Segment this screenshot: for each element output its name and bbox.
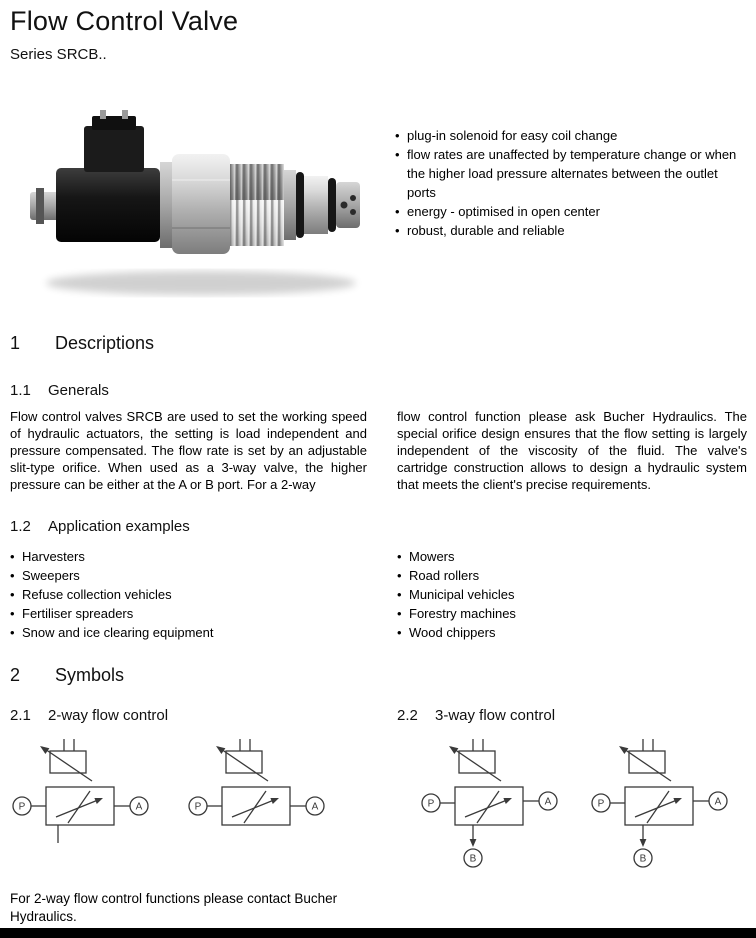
- port-label-a: A: [311, 801, 319, 813]
- connector-pin: [100, 110, 106, 119]
- cartridge-nose: [336, 182, 360, 228]
- hydraulic-symbol-3way-1: [415, 737, 565, 875]
- header: [10, 6, 238, 63]
- hydraulic-symbol-2way-2: [182, 737, 332, 859]
- subsection-number: 2.2: [397, 707, 418, 724]
- subsection-number: 2.1: [10, 707, 31, 724]
- o-ring: [328, 178, 336, 232]
- applications-list-col2: [397, 547, 747, 642]
- feature-list: [395, 126, 747, 240]
- application-item: • Refuse collection vehicles: [10, 585, 370, 604]
- section-title: Descriptions: [55, 333, 155, 353]
- hydraulic-symbol-3way-2: [585, 737, 735, 875]
- subsection-2way-heading: [10, 707, 168, 724]
- coil-connector: [84, 126, 144, 172]
- port-label-b: B: [639, 853, 647, 865]
- thread-section: [230, 164, 284, 246]
- section-descriptions-heading: [10, 333, 154, 354]
- section-number: 1: [10, 333, 21, 353]
- port-label-p: P: [427, 798, 435, 810]
- section-number: 2: [10, 665, 21, 685]
- connector-pin: [122, 110, 128, 119]
- manual-override-nut: [30, 192, 60, 220]
- feature-item: • plug-in solenoid for easy coil change: [395, 126, 747, 145]
- application-item: • Forestry machines: [397, 604, 747, 623]
- subsection-3way-heading: [397, 707, 555, 724]
- subsection-title: Application examples: [48, 518, 190, 535]
- page-title: Flow Control Valve: [10, 6, 239, 36]
- section-title: Symbols: [55, 665, 125, 685]
- page-subtitle: Series SRCB..: [10, 46, 107, 63]
- subsection-generals-heading: [10, 382, 109, 399]
- section-symbols-heading: [10, 665, 124, 686]
- port-label-a: A: [135, 801, 143, 813]
- subsection-number: 1.1: [10, 382, 31, 399]
- application-item: • Fertiliser spreaders: [10, 604, 370, 623]
- generals-text-col2: flow control function please ask Bucher Hydraulics. The special orifice design ensures that the flow setting is largely independent of the viscosity of the fluid. The valve's cartridge construction allows to design a hydraulic system that meets the client's precise requirements.: [397, 409, 747, 492]
- feature-item: • flow rates are unaffected by temperature change or when the higher load pressure alternates between the outlet ports: [395, 145, 747, 202]
- subsection-applications-heading: [10, 518, 190, 535]
- applications-list-col1: [10, 547, 370, 642]
- subsection-title: 3-way flow control: [435, 707, 556, 724]
- solenoid-coil: [56, 168, 160, 242]
- product-shadow: [46, 271, 356, 295]
- valve-illustration: [26, 110, 371, 310]
- application-item: • Sweepers: [10, 566, 370, 585]
- port-label-a: A: [544, 796, 552, 808]
- port-label-p: P: [18, 801, 26, 813]
- feature-item: • robust, durable and reliable: [395, 221, 747, 240]
- feature-item: • energy - optimised in open center: [395, 202, 747, 221]
- subsection-number: 1.2: [10, 518, 31, 535]
- footer-bar: [0, 928, 756, 938]
- application-item: • Snow and ice clearing equipment: [10, 623, 370, 642]
- subsection-title: 2-way flow control: [48, 707, 169, 724]
- port-label-a: A: [714, 796, 722, 808]
- o-ring: [296, 172, 304, 238]
- application-item: • Wood chippers: [397, 623, 747, 642]
- hex-nut: [172, 154, 230, 254]
- port-label-p: P: [597, 798, 605, 810]
- port-label-b: B: [469, 853, 477, 865]
- subsection-title: Generals: [48, 382, 109, 399]
- port-label-p: P: [194, 801, 202, 813]
- footer-note: For 2-way flow control functions please contact Bucher Hydraulics.: [10, 891, 338, 924]
- generals-text-col1: Flow control valves SRCB are used to set the working speed of hydraulic actuators, the setting is load independent and pressure compensated. The flow rate is set by an adjustable slit-type orifice. When used as a 3-way valve, the higher pressure can be either at the A or B port. For a 2-way: [10, 409, 367, 492]
- application-item: • Municipal vehicles: [397, 585, 747, 604]
- product-photo: [26, 110, 371, 315]
- application-item: • Road rollers: [397, 566, 747, 585]
- application-item: • Mowers: [397, 547, 747, 566]
- hydraulic-symbol-2way-1: [6, 737, 156, 859]
- application-item: • Harvesters: [10, 547, 370, 566]
